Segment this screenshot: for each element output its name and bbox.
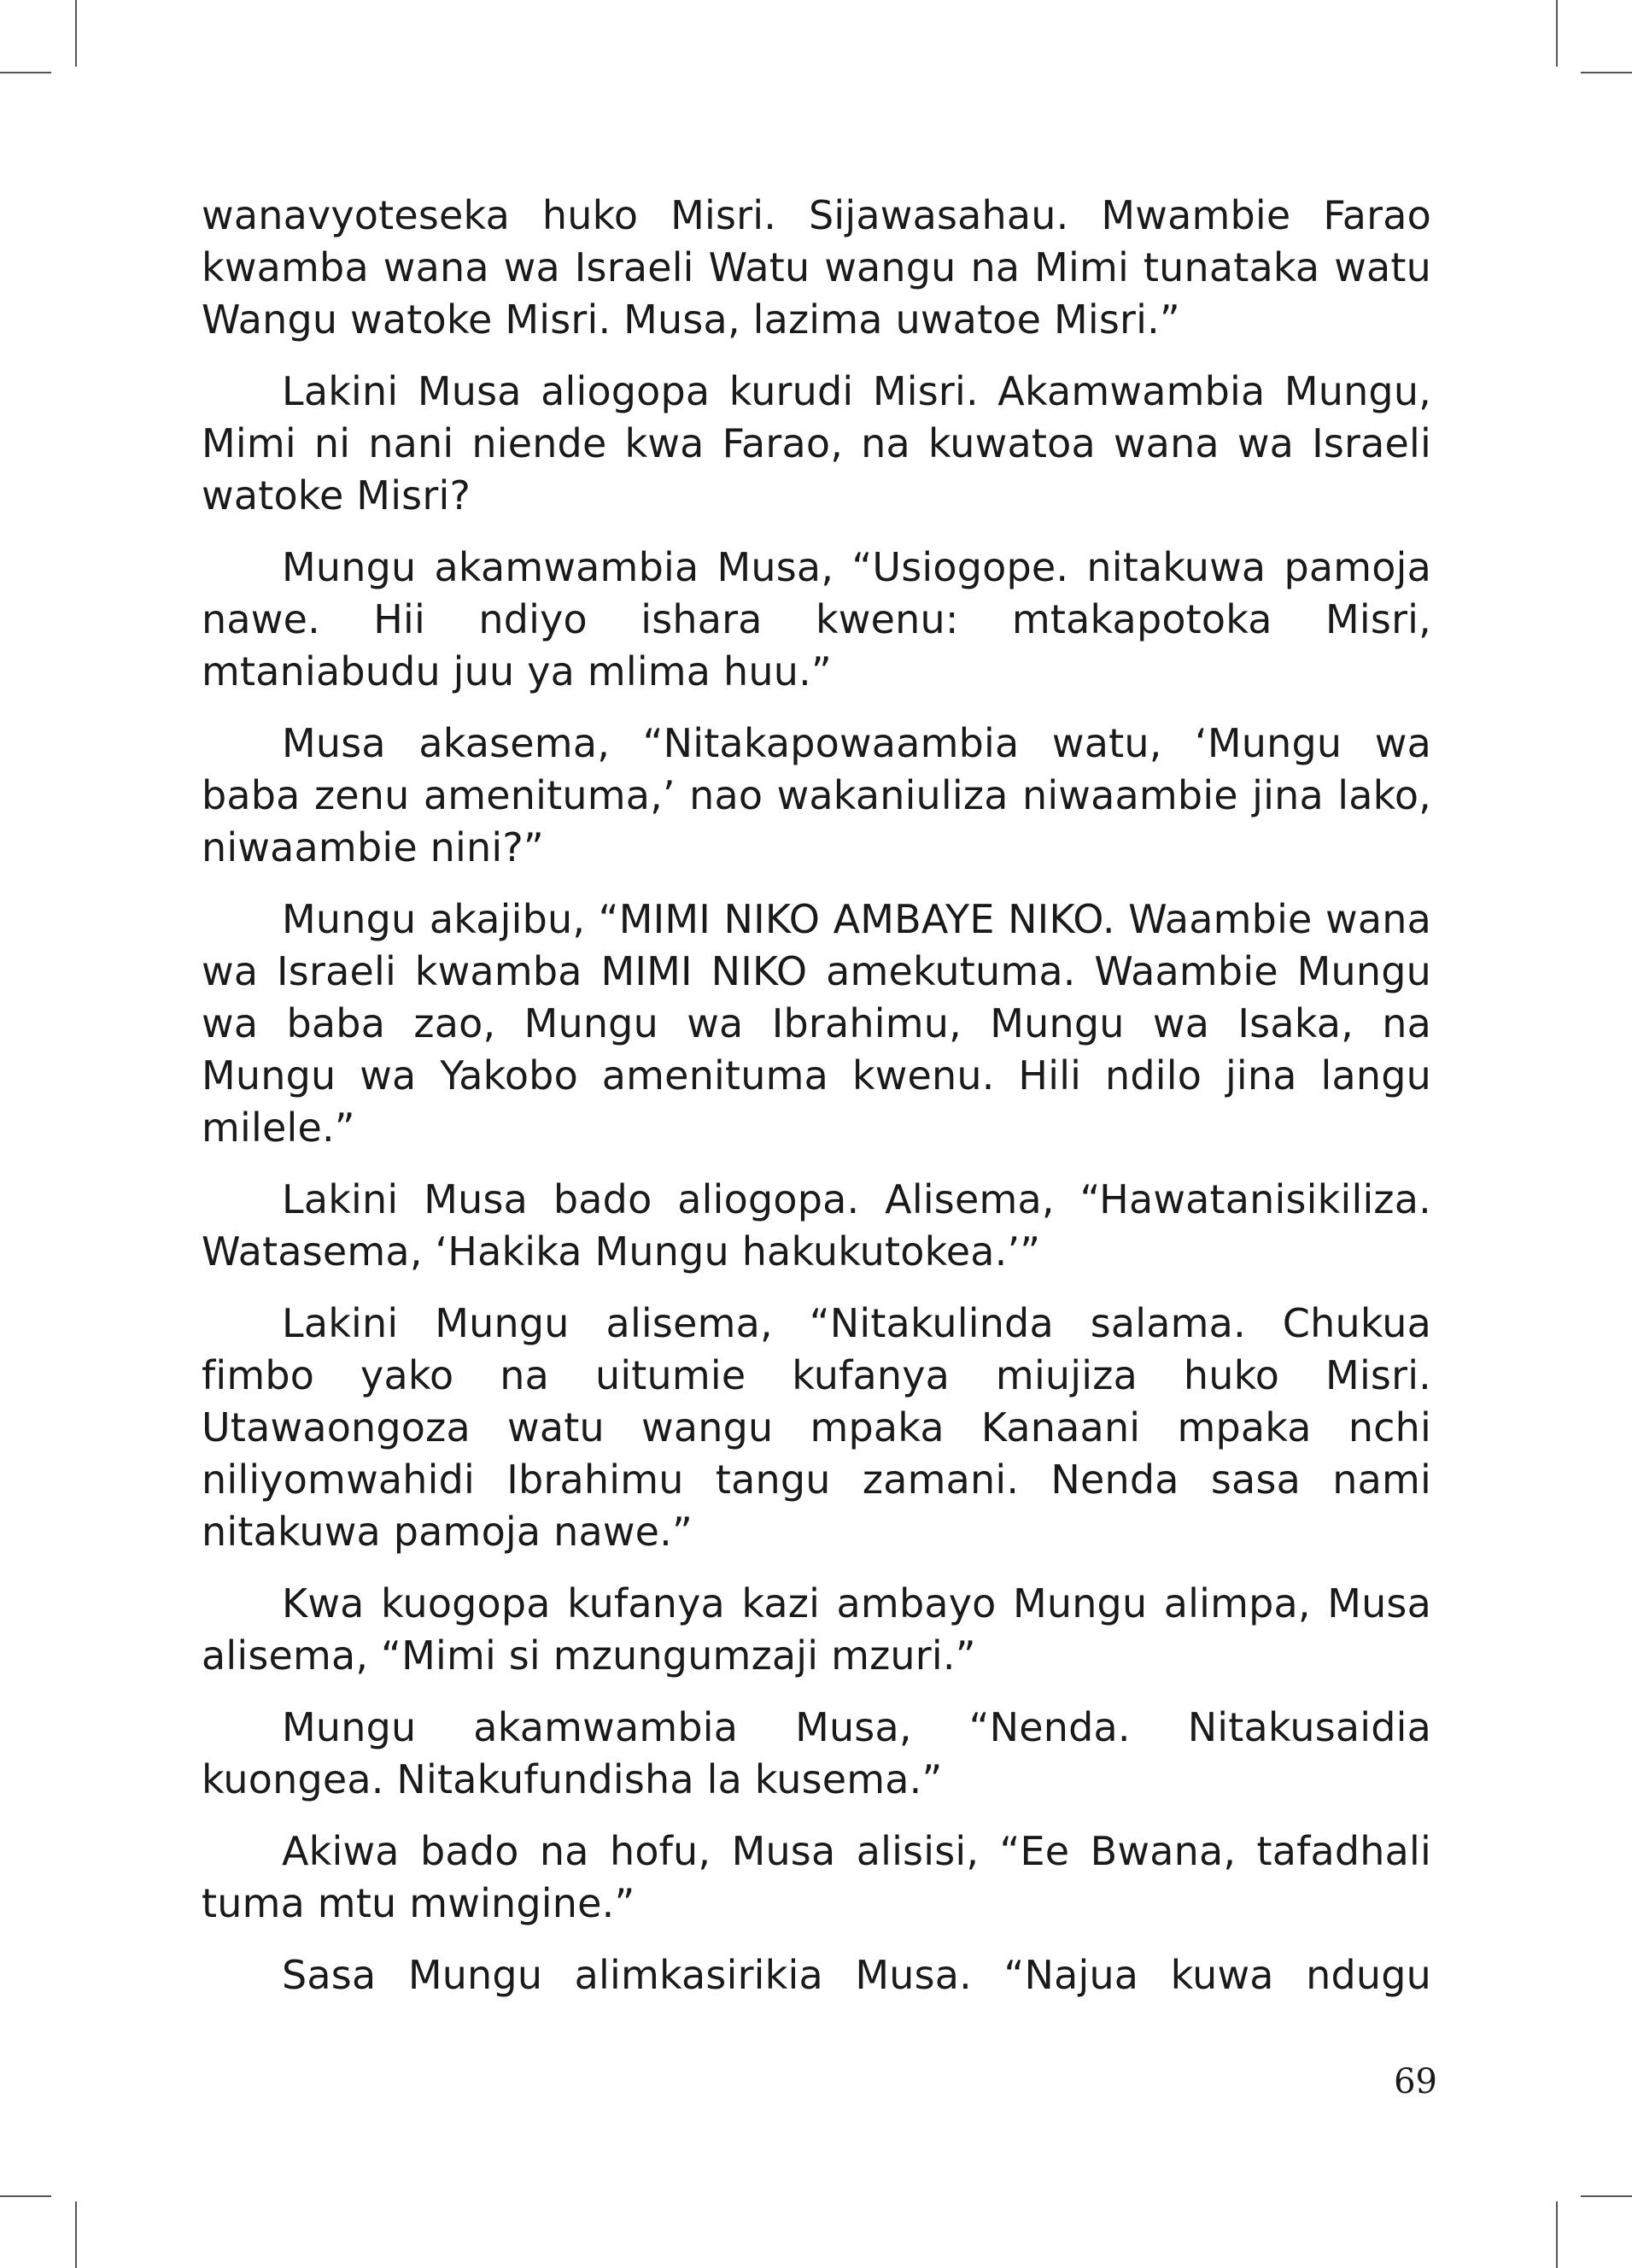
paragraph: Mungu akajibu, “MIMI NIKO AMBAYE NIKO. Waambie wana wa Israeli kwamba MIMI NIKO amekutuma. Waambie Mungu wa baba zao, Mungu wa Ibrahimu, Mungu wa Isaka, na Mungu wa Yakobo amenituma kwenu. Hili ndilo jina langu milele.”: [202, 896, 1431, 1151]
paragraph: Lakini Mungu alisema, “Nitakulinda salama. Chukua fimbo yako na uitumie kufanya miujiza huko Misri. Utawaongoza watu wangu mpaka Kanaani mpaka nchi niliyomwahidi Ibrahimu tangu zamani. Nenda sasa nami nitakuwa pamoja nawe.”: [202, 1300, 1431, 1555]
page-number: 69: [1394, 2062, 1437, 2101]
crop-mark-bottom-right-vertical: [1556, 2201, 1558, 2268]
crop-mark-top-left-horizontal: [0, 72, 51, 73]
body-text: [202, 190, 1431, 2021]
paragraph: Musa akasema, “Nitakapowaambia watu, ‘Mungu wa baba zenu amenituma,’ nao wakaniuliza niwaambie jina lako, niwaambie nini?”: [202, 720, 1431, 870]
crop-mark-top-left-vertical: [75, 0, 77, 67]
crop-mark-top-right-horizontal: [1581, 72, 1632, 73]
paragraph: Lakini Musa bado aliogopa. Alisema, “Hawatanisikiliza. Watasema, ‘Hakika Mungu hakukutokea.’”: [202, 1176, 1431, 1275]
paragraph: Lakini Musa aliogopa kurudi Misri. Akamwambia Mungu, Mimi ni nani niende kwa Farao, na kuwatoa wana wa Israeli watoke Misri?: [202, 368, 1431, 519]
paragraph: Akiwa bado na hofu, Musa alisisi, “Ee Bwana, tafadhali tuma mtu mwingine.”: [202, 1828, 1431, 1926]
paragraph: Sasa Mungu alimkasirikia Musa. “Najua kuwa ndugu: [282, 1952, 1431, 1998]
crop-mark-bottom-right-horizontal: [1581, 2195, 1632, 2197]
crop-mark-top-right-vertical: [1556, 0, 1558, 67]
paragraph: Mungu akamwambia Musa, “Nenda. Nitakusaidia kuongea. Nitakufundisha la kusema.”: [202, 1704, 1431, 1802]
paragraph: Mungu akamwambia Musa, “Usiogope. nitakuwa pamoja nawe. Hii ndiyo ishara kwenu: mtakapotoka Misri, mtaniabudu juu ya mlima huu.”: [202, 544, 1431, 694]
crop-mark-bottom-left-vertical: [75, 2201, 77, 2268]
crop-mark-bottom-left-horizontal: [0, 2195, 51, 2197]
paragraph: Kwa kuogopa kufanya kazi ambayo Mungu alimpa, Musa alisema, “Mimi si mzungumzaji mzuri.”: [202, 1580, 1431, 1679]
paragraph: wanavyoteseka huko Misri. Sijawasahau. Mwambie Farao kwamba wana wa Israeli Watu wangu na Mimi tunataka watu Wangu watoke Misri. Musa, lazima uwatoe Misri.”: [202, 192, 1431, 343]
